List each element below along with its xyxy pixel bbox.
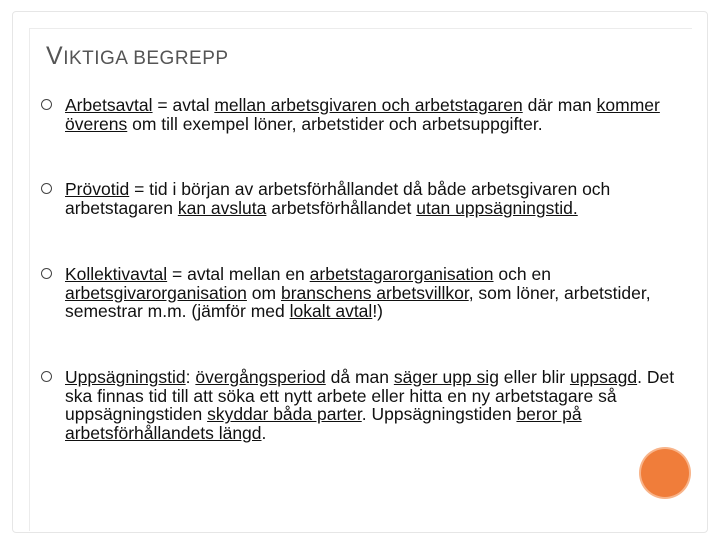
text-segment: . [261,423,267,444]
slide-title [46,42,229,71]
underlined-term: arbetsgivarorganisation [65,282,247,303]
definition-text [65,95,660,134]
text-segment: = tid i början av arbetsförhållandet då både arbetsgivaren och arbetstagaren [65,179,611,219]
underlined-term: arbetstagarorganisation [309,263,494,284]
list-item [40,96,690,133]
underlined-term: säger upp sig [393,366,499,387]
list-item [40,180,690,217]
underlined-term: uppsagd [569,366,638,387]
underlined-term: branschens arbetsvillkor [280,282,469,303]
underlined-term: övergångsperiod [195,366,326,387]
underlined-term: Prövotid [65,179,130,200]
text-segment: !) [372,301,384,322]
text-segment: : [185,366,196,387]
text-segment: och en [493,263,551,284]
underlined-term: Uppsägningstid [65,366,186,387]
text-segment: eller blir [498,366,570,387]
definition-text [65,179,610,218]
underlined-term: Arbetsavtal [65,95,153,115]
underlined-term: mellan arbetsgivaren och arbetstagaren [214,95,523,115]
underlined-term: Kollektivavtal [65,263,168,284]
definition-text [65,264,651,321]
text-segment: . Uppsägningstiden [361,404,517,425]
orange-circle-decoration [641,449,689,497]
text-segment: då man [325,366,394,387]
text-segment: . Det ska finnas tid till att söka ett nytt arbete eller hitta en ny arbetstagare så uppsägningstiden [65,366,675,425]
definition-list [40,96,690,490]
circle-bullet-icon [41,99,52,110]
definition-text [65,367,674,443]
slide-title-rest: IKTIGA BEGREPP [63,48,229,69]
text-segment: = avtal mellan en [167,263,310,284]
text-segment: arbetsförhållandet [266,198,417,219]
underlined-term: kommer överens [65,95,660,134]
circle-bullet-icon [41,371,52,382]
text-segment: där man [522,95,597,115]
underlined-term: kan avsluta [177,198,267,219]
text-segment: = avtal [152,95,215,115]
circle-bullet-icon [41,268,52,279]
underlined-term: beror på arbetsförhållandets längd [65,404,582,444]
text-segment: om [246,282,281,303]
circle-bullet-icon [41,183,52,194]
list-item [40,265,690,321]
list-item [40,368,690,443]
underlined-term: utan uppsägningstid. [416,198,578,219]
text-segment: om till exempel löner, arbetstider och arbetsuppgifter. [127,113,543,134]
slide-title-first-letter: V [46,42,64,70]
underlined-term: lokalt avtal [289,301,373,322]
text-segment: , som löner, arbetstider, semestrar m.m. (jämför med [65,282,651,322]
underlined-term: skyddar båda parter [207,404,362,425]
